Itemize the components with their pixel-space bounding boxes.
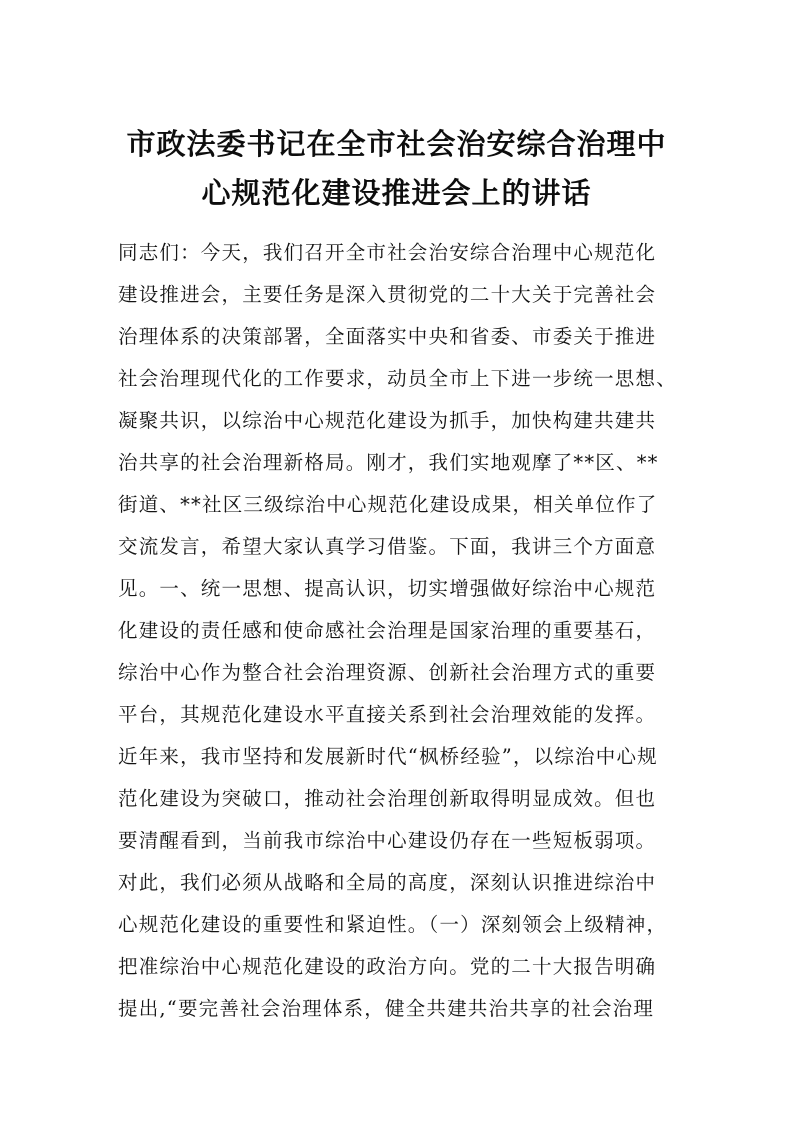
body-line: 近年来，我市坚持和发展新时代“枫桥经验”，以综治中心规 — [118, 745, 658, 768]
document-title-line-2: 心规范化建设推进会上的讲话 — [201, 176, 592, 210]
body-line: 把准综治中心规范化建设的政治方向。党的二十大报告明确 — [118, 955, 657, 978]
body-line: 心规范化建设的重要性和紧迫性。（一）深刻领会上级精神， — [118, 913, 668, 936]
document-title-line-1: 市政法委书记在全市社会治安综合治理中 — [126, 127, 667, 161]
body-line: 街道、**社区三级综治中心规范化建设成果，相关单位作了 — [118, 493, 658, 516]
body-line: 对此，我们必须从战略和全局的高度，深刻认识推进综治中 — [118, 871, 657, 894]
body-line: 提出,“要完善社会治理体系，健全共建共治共享的社会治理 — [118, 997, 655, 1020]
body-line: 治共享的社会治理新格局。刚才，我们实地观摩了**区、** — [118, 451, 659, 474]
body-line: 要清醒看到，当前我市综治中心建设仍存在一些短板弱项。 — [118, 829, 657, 852]
body-line: 交流发言，希望大家认真学习借鉴。下面，我讲三个方面意 — [118, 535, 657, 558]
body-line: 见。一、统一思想、提高认识，切实增强做好综治中心规范 — [118, 577, 657, 600]
body-line: 同志们：今天，我们召开全市社会治安综合治理中心规范化 — [118, 241, 657, 264]
body-line: 社会治理现代化的工作要求，动员全市上下进一步统一思想、 — [118, 367, 677, 390]
body-line: 化建设的责任感和使命感社会治理是国家治理的重要基石， — [118, 619, 657, 642]
body-line: 范化建设为突破口，推动社会治理创新取得明显成效。但也 — [118, 787, 657, 810]
document-body — [118, 232, 688, 1030]
body-line: 凝聚共识，以综治中心规范化建设为抓手，加快构建共建共 — [118, 409, 657, 432]
body-line: 治理体系的决策部署，全面落实中央和省委、市委关于推进 — [118, 325, 657, 348]
body-line: 综治中心作为整合社会治理资源、创新社会治理方式的重要 — [118, 661, 657, 684]
body-line: 平台，其规范化建设水平直接关系到社会治理效能的发挥。 — [118, 703, 657, 726]
body-line: 建设推进会，主要任务是深入贯彻党的二十大关于完善社会 — [118, 283, 657, 306]
